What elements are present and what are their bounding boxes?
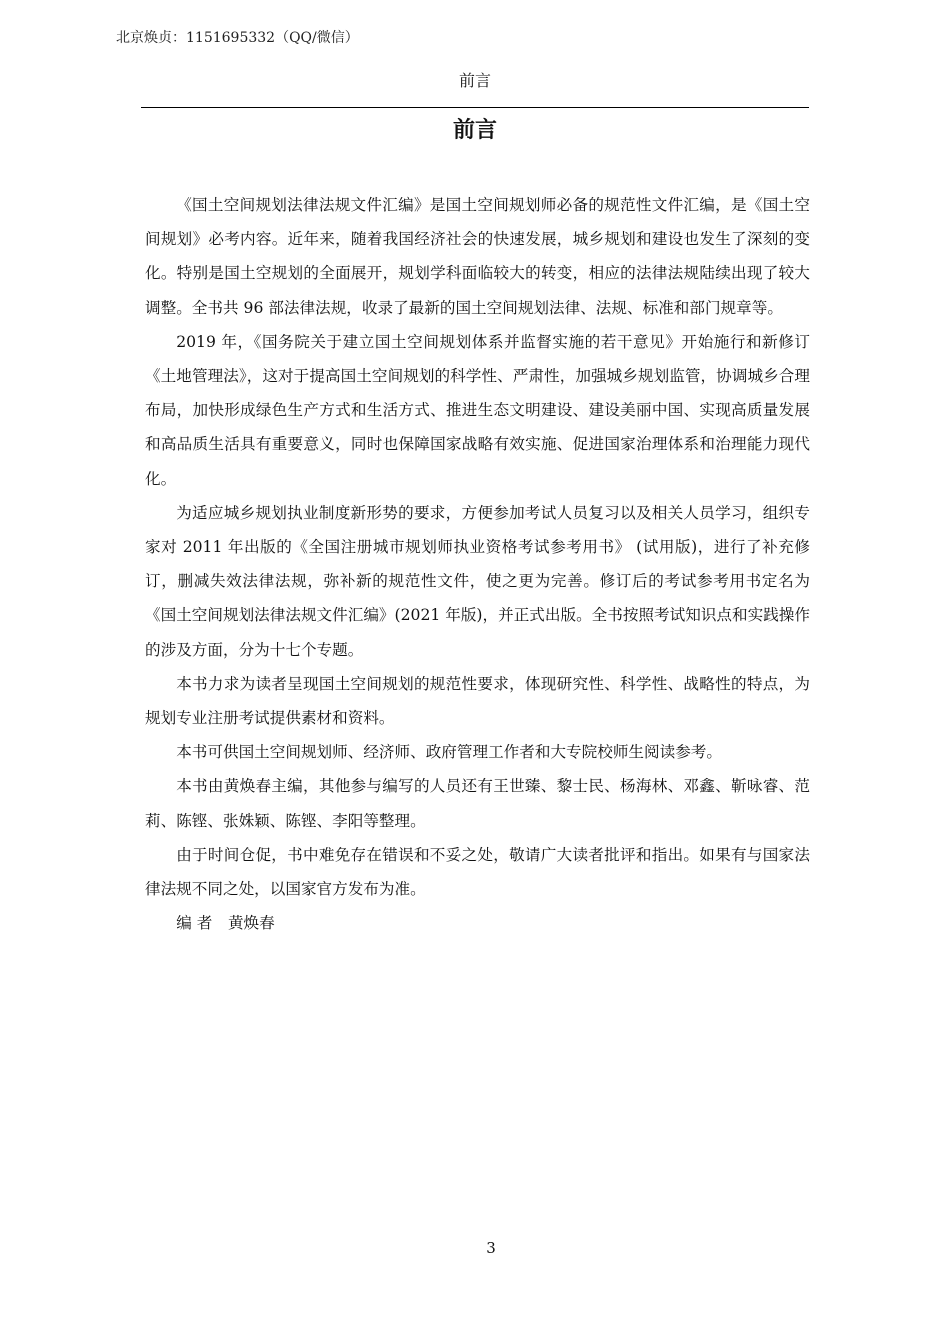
header-contact-note: 北京焕贞：1151695332（QQ/微信） bbox=[116, 30, 359, 46]
running-head: 前言 bbox=[458, 71, 491, 90]
preface-body bbox=[145, 188, 810, 940]
paragraph: 为适应城乡规划执业制度新形势的要求，方便参加考试人员复习以及相关人员学习，组织专家对 2011 年出版的《全国注册城市规划师执业资格考试参考用书》 (试用版)，进行了补充修订，删减失效法律法规，弥补新的规范性文件，使之更为完善。修订后的考试参考用书定名为《国土空间规划法律法规文件汇编》(2021 年版)，并正式出版。全书按照考试知识点和实践操作的涉及方面，分为十七个专题。 bbox=[145, 503, 810, 659]
page-number: 3 bbox=[486, 1239, 496, 1257]
paragraph: 《国土空间规划法律法规文件汇编》是国土空间规划师必备的规范性文件汇编，是《国土空间规划》必考内容。近年来，随着我国经济社会的快速发展，城乡规划和建设也发生了深刻的变化。特别是国土空规划的全面展开，规划学科面临较大的转变，相应的法律法规陆续出现了较大调整。全书共 96 部法律法规，收录了最新的国土空间规划法律、法规、标准和部门规章等。 bbox=[145, 196, 810, 317]
header-rule bbox=[141, 107, 809, 108]
signature-label: 编 者 bbox=[176, 914, 213, 933]
signature bbox=[145, 906, 810, 940]
paragraph: 本书力求为读者呈现国土空间规划的规范性要求，体现研究性、科学性、战略性的特点，为规划专业注册考试提供素材和资料。 bbox=[145, 674, 810, 728]
paragraph: 由于时间仓促，书中难免存在错误和不妥之处，敬请广大读者批评和指出。如果有与国家法律法规不同之处，以国家官方发布为准。 bbox=[145, 845, 810, 899]
paragraph: 本书可供国土空间规划师、经济师、政府管理工作者和大专院校师生阅读参考。 bbox=[176, 743, 722, 762]
signature-name: 黄焕春 bbox=[227, 914, 275, 933]
page-title: 前言 bbox=[452, 118, 497, 143]
paragraph: 2019 年，《国务院关于建立国土空间规划体系并监督实施的若干意见》开始施行和新修订《土地管理法》，这对于提高国土空间规划的科学性、严肃性，加强城乡规划监管，协调城乡合理布局，加快形成绿色生产方式和生活方式、推进生态文明建设、建设美丽中国、实现高质量发展和高品质生活具有重要意义，同时也保障国家战略有效实施、促进国家治理体系和治理能力现代化。 bbox=[145, 332, 810, 488]
paragraph: 本书由黄焕春主编，其他参与编写的人员还有王世臻、黎士民、杨海林、邓鑫、靳咏睿、范莉、陈铿、张姝颖、陈铿、李阳等整理。 bbox=[145, 777, 810, 830]
